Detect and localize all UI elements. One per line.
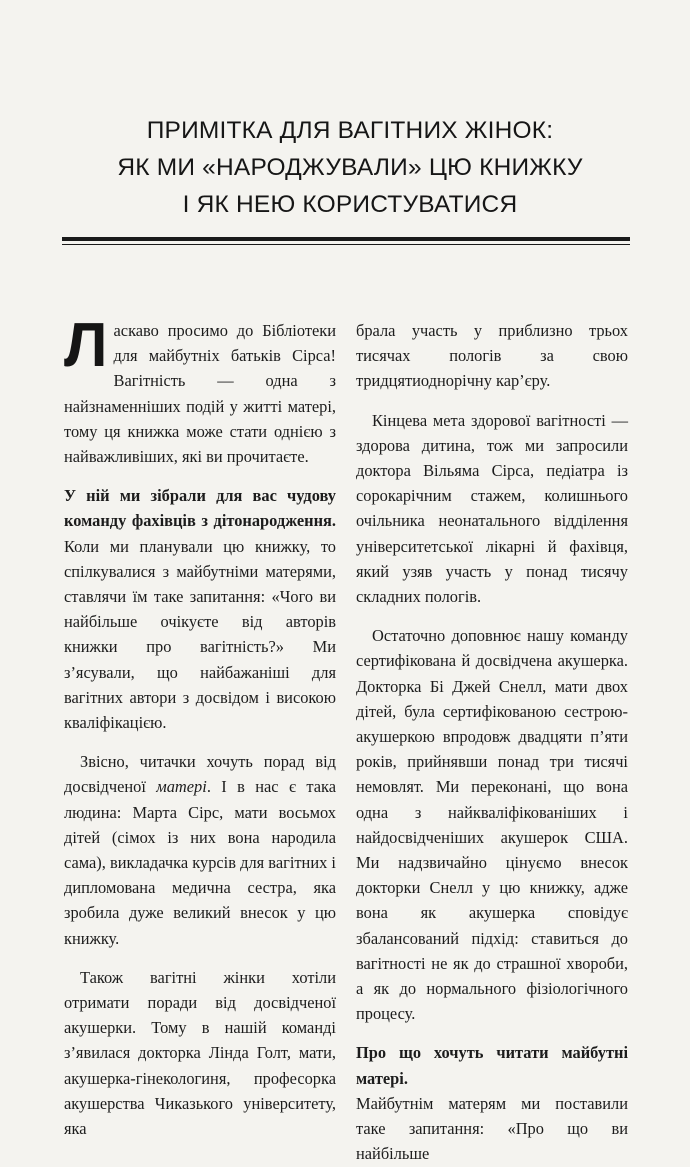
right-column	[356, 318, 628, 1167]
paragraph-intro	[64, 311, 336, 469]
title-rule-thin	[62, 244, 630, 245]
paragraph-snell: Остаточно доповнює нашу команду сертифікована й досвідчена акушерка. Докторка Бі Джей Снелл, мати двох дітей, була сертифікованою сестрою-акушеркою впродовж двадцяти п’яти років, прийнявши понад три тисячі немовлят. Ми переконані, що вона одна з найкваліфікованіших і найдосвідченіших акушерок США. Ми надзвичайно цінуємо внесок докторки Снелл у цю книжку, адже вона як акушерка сповідує збалансований підхід: ставиться до вагітності не як до страшної хвороби, а як до нормального фізіологічного процесу.	[356, 626, 628, 1024]
title-line-3: І ЯК НЕЮ КОРИСТУВАТИСЯ	[182, 191, 518, 218]
section-subheading: Про що хочуть читати майбутні матері.	[356, 1043, 628, 1088]
intro-text: аскаво просимо до Бібліотеки для майбутніх батьків Сірса! Вагітність — одна з найзнаменніших подій у житті матері, тому ця книжка може стати однією з найважливіших, які ви прочитаєте.	[64, 321, 336, 467]
title-line-1: ПРИМІТКА ДЛЯ ВАГІТНИХ ЖІНОК:	[146, 117, 554, 144]
martha-text-start: Звісно, читачки хочуть порад від досвідченої	[64, 752, 336, 797]
team-text: Коли ми планували цю книжку, то спілкувалися з майбутніми матерями, ставлячи їм таке запитання: «Чого ви найбільше очікуєте від авторів книжки про вагітність?» Ми з’ясували, що найбажаніші для вагітних автори з досвідом і високою кваліфікацією.	[64, 536, 336, 733]
mothers-question-text: Майбутнім матерям ми поставили таке запитання: «Про що ви найбільше	[356, 1093, 628, 1164]
title-line-2: ЯК МИ «НАРОДЖУВАЛИ» ЦЮ КНИЖКУ	[117, 154, 583, 181]
emphasis-mother: матері	[156, 777, 207, 797]
left-column	[64, 311, 336, 1141]
team-lead-sentence: У ній ми зібрали для вас чудову команду фахівців з дітонародження.	[64, 486, 336, 531]
drop-cap: Л	[64, 311, 108, 380]
title-rule-thick	[62, 237, 630, 241]
martha-text-end: . І в нас є така людина: Марта Сірс, мати восьмох дітей (сімох із них вона народила сама), викладачка курсів для вагітних і дипломована медична сестра, яка зробила дуже великий внесок у цю книжку.	[64, 777, 336, 948]
chapter-title	[70, 112, 630, 223]
paragraph-continuation: брала участь у приблизно трьох тисячах пологів за свою тридцятиоднорічну кар’єру.	[356, 321, 628, 391]
paragraph-linda: Також вагітні жінки хотіли отримати поради від досвідченої акушерки. Тому в нашій команді з’явилася докторка Лінда Голт, мати, акушерка-гінекологиня, професорка акушерства Чиказького університету, яка	[64, 967, 336, 1139]
paragraph-martha	[64, 749, 336, 951]
paragraph-what-mothers-want	[356, 1040, 628, 1166]
paragraph-team	[64, 483, 336, 735]
paragraph-william: Кінцева мета здорової вагітності — здорова дитина, тож ми запросили доктора Вільяма Сірса, педіатра із сорокарічним стажем, колишнього очільника неонатального відділення університетської лікарні й фахівця, який узяв участь у понад тисячу складних пологів.	[356, 410, 628, 607]
